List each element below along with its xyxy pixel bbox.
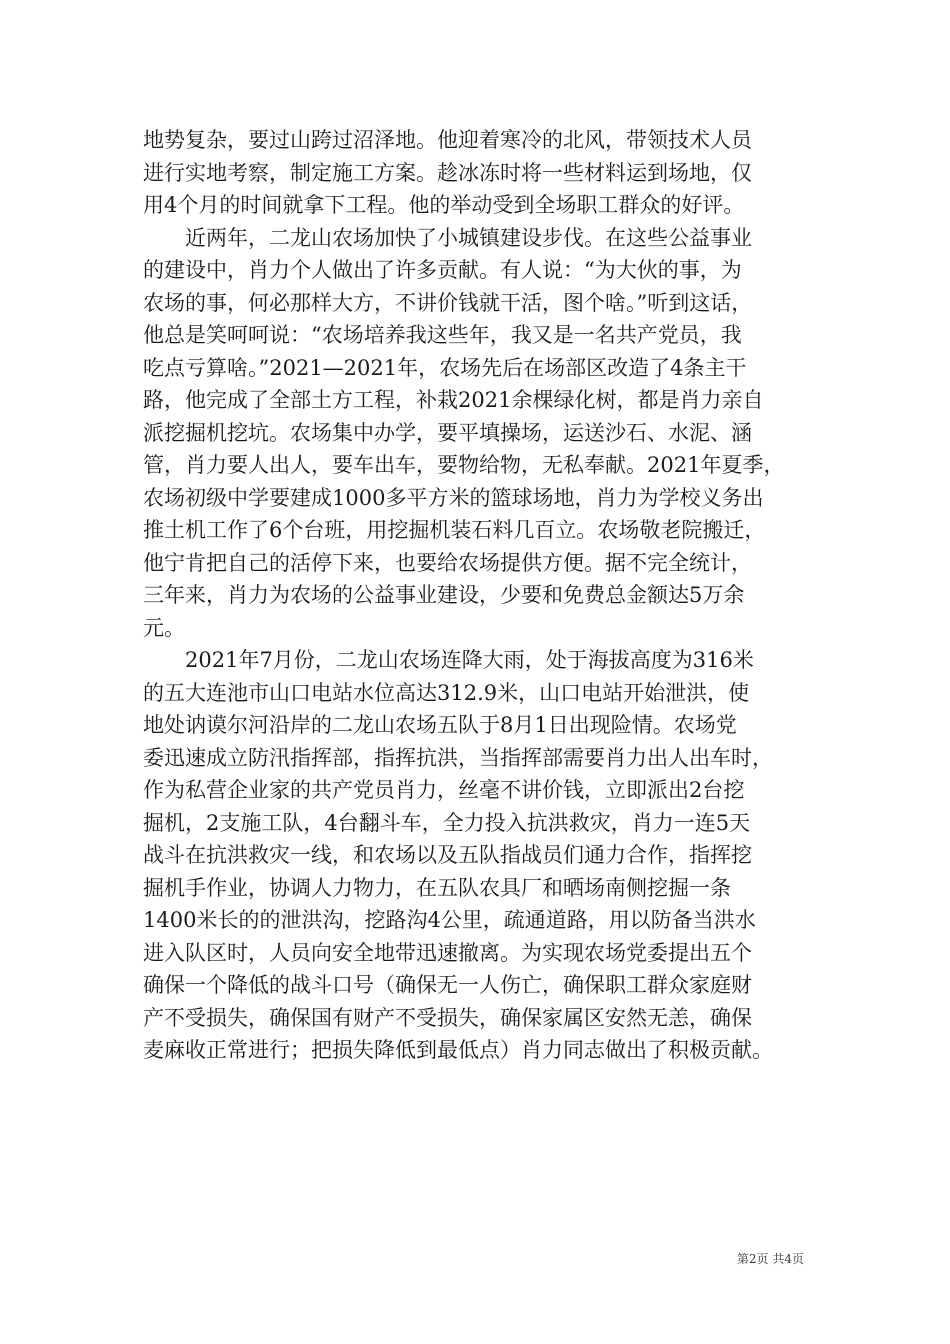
text-line: 推土机工作了6个台班，用挖掘机装石料几百立。农场敬老院搬迁， <box>143 518 766 542</box>
paragraph-1 <box>143 124 815 222</box>
text-line: 作为私营企业家的共产党员肖力，丝毫不讲价钱，立即派出2台挖 <box>143 778 745 802</box>
text-line: 掘机，2支施工队，4台翻斗车，全力投入抗洪救灾，肖力一连5天 <box>143 810 751 835</box>
paragraph-2 <box>143 222 815 645</box>
text-line: 地势复杂，要过山跨过沼泽地。他迎着寒冷的北风，带领技术人员 <box>143 128 752 152</box>
text-line: 战斗在抗洪救灾一线，和农场以及五队指战员们通力合作，指挥挖 <box>143 843 752 867</box>
text-line: 农场的事，何必那样大方，不讲价钱就干活，图个啥。”听到这话， <box>143 290 753 315</box>
text-line: 派挖掘机挖坑。农场集中办学，要平填操场，运送沙石、水泥、涵 <box>143 420 752 445</box>
text-line: 2021年7月份，二龙山农场连降大雨，处于海拔高度为316米 <box>185 648 754 672</box>
text-line: 确保一个降低的战斗口号（确保无一人伤亡，确保职工群众家庭财 <box>143 973 752 997</box>
text-line: 三年来，肖力为农场的公益事业建设，少要和免费总金额达5万余 <box>143 583 745 607</box>
text-line: 管，肖力要人出人，要车出车，要物给物，无私奉献。2021年夏季， <box>143 453 785 477</box>
text-line: 掘机手作业，协调人力物力，在五队农具厂和晒场南侧挖掘一条 <box>143 875 731 900</box>
paragraph-3 <box>143 644 815 1067</box>
text-line: 委迅速成立防汛指挥部，指挥抗洪，当指挥部需要肖力出人出车时， <box>143 745 773 770</box>
text-line: 路，他完成了全部土方工程，补栽2021余棵绿化树，都是肖力亲自 <box>143 388 764 412</box>
text-line: 他总是笑呵呵说：“农场培养我这些年，我又是一名共产党员，我 <box>143 323 742 347</box>
text-line: 吃点亏算啥。”2021—2021年，农场先后在场部区改造了4条主干 <box>143 355 747 380</box>
document-body <box>143 124 815 1067</box>
text-line: 用4个月的时间就拿下工程。他的举动受到全场职工群众的好评。 <box>143 193 745 217</box>
text-line: 农场初级中学要建成1000多平方米的篮球场地，肖力为学校义务出 <box>143 485 764 510</box>
text-line: 地处讷谟尔河沿岸的二龙山农场五队于8月1日出现险情。农场党 <box>143 713 737 737</box>
text-line: 进入队区时，人员向安全地带迅速撤离。为实现农场党委提出五个 <box>143 940 752 965</box>
text-line: 的建设中，肖力个人做出了许多贡献。有人说：“为大伙的事，为 <box>143 258 742 282</box>
text-line: 近两年，二龙山农场加快了小城镇建设步伐。在这些公益事业 <box>185 225 752 250</box>
text-line: 麦麻收正常进行；把损失降低到最低点）肖力同志做出了积极贡献。 <box>143 1038 773 1062</box>
page-number-footer: 第2页 共4页 <box>736 1252 804 1266</box>
text-line: 1400米长的的泄洪沟，挖路沟4公里，疏通道路，用以防备当洪水 <box>143 908 756 932</box>
text-line: 进行实地考察，制定施工方案。趁冰冻时将一些材料运到场地，仅 <box>143 160 752 185</box>
text-line: 元。 <box>143 615 185 640</box>
text-line: 产不受损失，确保国有财产不受损失，确保家属区安然无恙，确保 <box>143 1005 752 1030</box>
text-line: 的五大连池市山口电站水位高达312.9米，山口电站开始泄洪，使 <box>143 680 750 705</box>
text-line: 他宁肯把自己的活停下来，也要给农场提供方便。据不完全统计， <box>143 550 752 575</box>
